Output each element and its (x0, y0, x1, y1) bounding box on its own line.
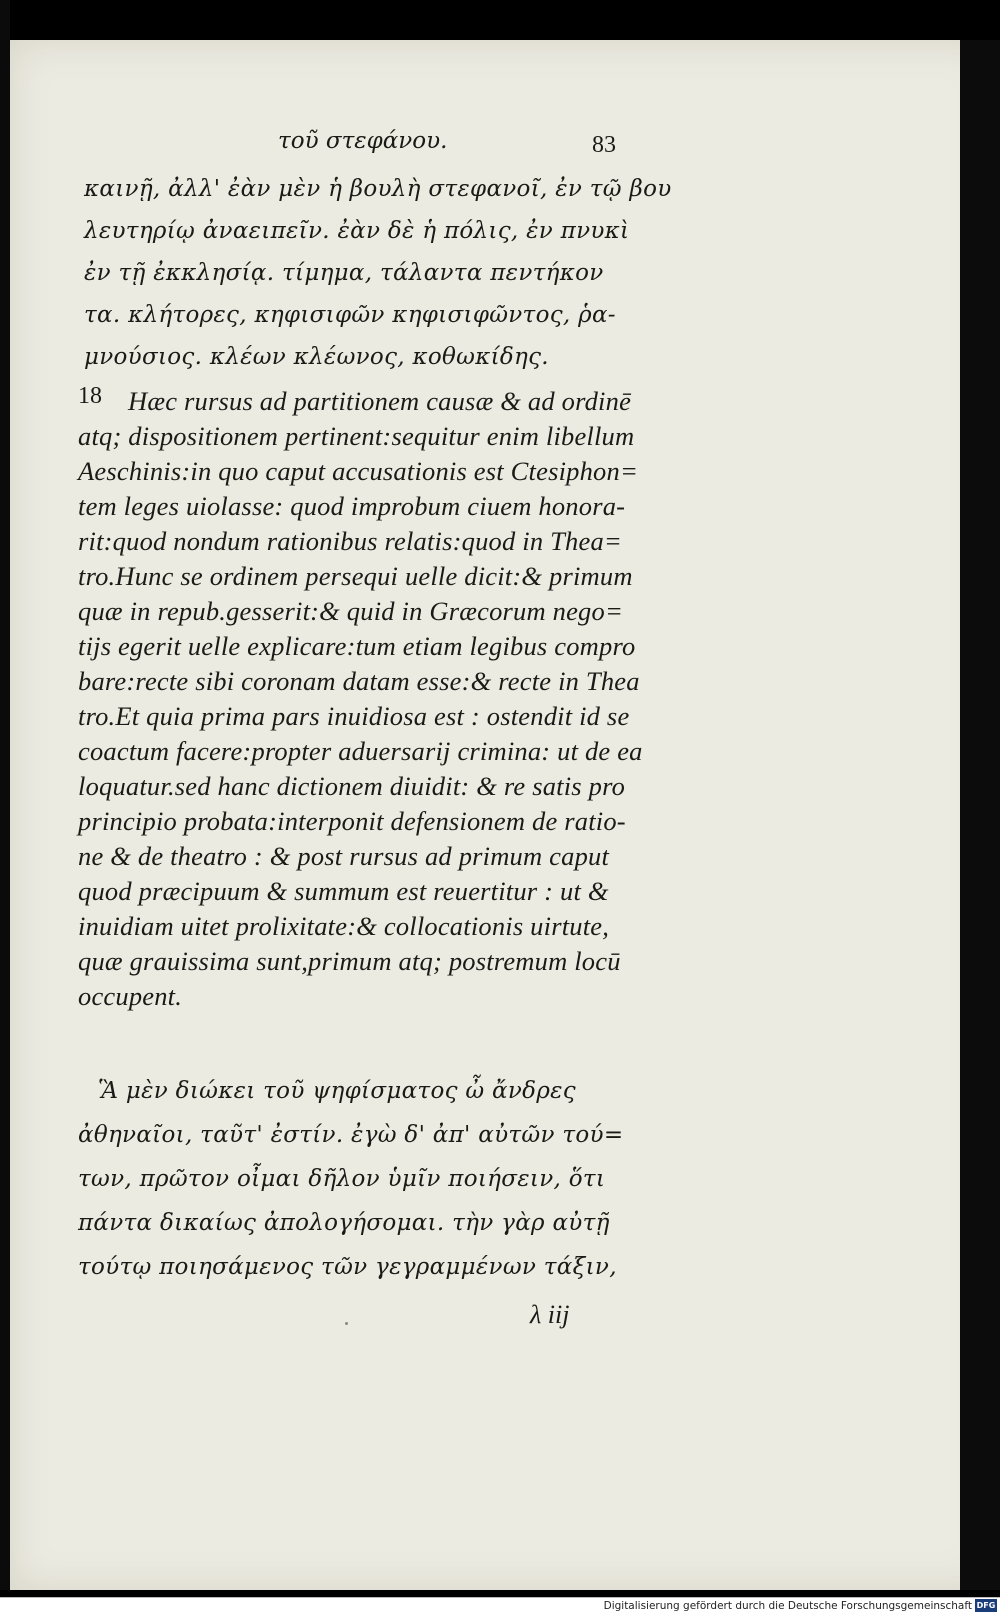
latin-line: bare:recte sibi coronam datam esse:& recte in Thea (78, 666, 640, 696)
greek-line: καινῇ, ἀλλ' ἐὰν μὲν ἡ βουλὴ στεφανοῖ, ἐν τῷ βου (84, 176, 672, 202)
page-number: 83 (592, 132, 616, 158)
latin-line: quæ grauissima sunt,primum atq; postremum locū (78, 946, 621, 976)
section-number: 18 (78, 383, 102, 409)
greek-line: των, πρῶτον οἶμαι δῆλον ὑμῖν ποιήσειν, ὅτι (78, 1166, 606, 1192)
running-title: τοῦ στεφάνου. (278, 128, 448, 154)
funding-credit: Digitalisierung gefördert durch die Deutsche Forschungsgemeinschaft (603, 1600, 972, 1612)
greek-line: πάντα δικαίως ἀπολογήσομαι. τὴν γὰρ αὐτῇ (78, 1210, 610, 1236)
book-gutter (0, 0, 10, 1590)
latin-line: inuidiam uitet prolixitate:& collocationis uirtute, (78, 911, 610, 941)
greek-line: λευτηρίῳ ἀναειπεῖν. ἐὰν δὲ ἡ πόλις, ἐν πνυκὶ (84, 218, 630, 244)
greek-line: τα. κλήτορες, κηφισιφῶν κηφισιφῶντος, ῥα- (84, 302, 616, 328)
latin-line: atq; dispositionem pertinent:sequitur enim libellum (78, 421, 635, 451)
greek-line: Ἃ μὲν διώκει τοῦ ψηφίσματος ὦ ἄνδρες (98, 1078, 576, 1104)
signature-mark: λ iij (530, 1300, 570, 1329)
paper-speck (345, 1322, 348, 1325)
latin-line: coactum facere:propter aduersarij crimina: ut de ea (78, 736, 643, 766)
latin-line: Aeschinis:in quo caput accusationis est Ctesiphon= (78, 456, 639, 486)
latin-line: Hæc rursus ad partitionem causæ & ad ordinē (128, 386, 632, 416)
greek-line: τούτῳ ποιησάμενος τῶν γεγραμμένων τάξιν, (78, 1254, 617, 1280)
latin-line: tro.Et quia prima pars inuidiosa est : ostendit id se (78, 701, 630, 731)
latin-line: occupent. (78, 981, 183, 1011)
latin-line: tro.Hunc se ordinem persequi uelle dicit:& primum (78, 561, 633, 591)
page-edge (960, 40, 1000, 1590)
greek-line: ἐν τῇ ἐκκλησίᾳ. τίμημα, τάλαντα πεντήκον (84, 260, 604, 286)
latin-line: quod præcipuum & summum est reuertitur : ut & (78, 876, 609, 906)
latin-line: rit:quod nondum rationibus relatis:quod in Thea= (78, 526, 622, 556)
greek-line: μνούσιος. κλέων κλέωνος, κοθωκίδης. (84, 344, 549, 370)
latin-line: ne & de theatro : & post rursus ad primum caput (78, 841, 610, 871)
latin-line: principio probata:interponit defensionem de ratio- (78, 806, 626, 836)
latin-line: loquatur.sed hanc dictionem diuidit: & re satis pro (78, 771, 626, 801)
greek-line: ἀθηναῖοι, ταῦτ' ἐστίν. ἐγὼ δ' ἀπ' αὐτῶν τού= (78, 1122, 624, 1148)
latin-line: quæ in repub.gesserit:& quid in Græcorum nego= (78, 596, 624, 626)
dfg-logo: DFG (976, 1601, 996, 1610)
latin-line: tem leges uiolasse: quod improbum ciuem honora- (78, 491, 626, 521)
latin-line: tijs egerit uelle explicare:tum etiam legibus compro (78, 631, 636, 661)
